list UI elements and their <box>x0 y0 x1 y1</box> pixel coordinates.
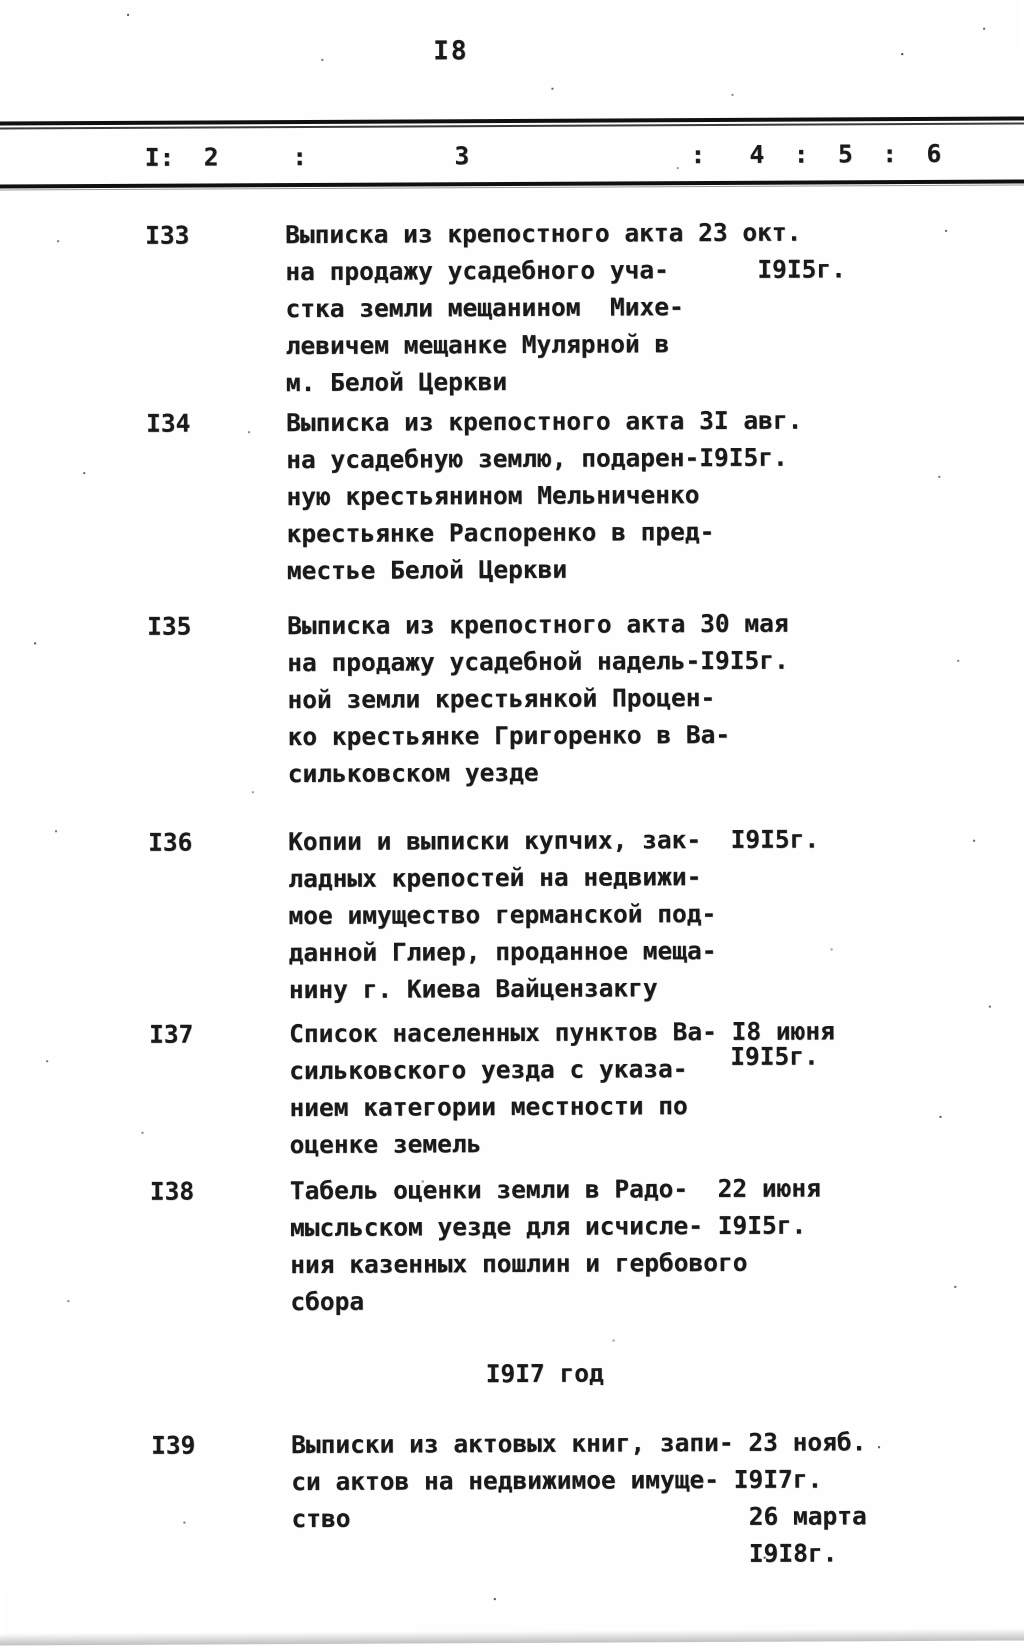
entry-description <box>288 820 1021 1009</box>
entry-description <box>285 213 1018 402</box>
column-header-row: I: 2 : 3 : 4 : 5 : 6 <box>144 138 942 172</box>
entry-description <box>289 1012 1022 1164</box>
entry-line: ную крестьянином Мельниченко <box>286 480 700 512</box>
entry-line: Выписки из актовых книг, запи- 23 нояб. <box>290 1427 867 1460</box>
register-entry <box>145 213 1017 398</box>
entry-line: Выписка из крепостного акта 30 мая <box>286 608 789 641</box>
entry-line: Табель оценки земли в Радо- 22 июня <box>289 1173 821 1206</box>
entry-description <box>291 1423 1024 1575</box>
entry-line: ство 26 марта <box>291 1501 867 1534</box>
entry-line: местье Белой Церкви <box>286 554 568 586</box>
entry-line: Копии и выписки купчих, зак- I9I5г. <box>288 824 820 857</box>
entry-number: I33 <box>145 220 190 250</box>
entry-line: ко крестьянке Григоренко в Ва- <box>287 719 731 752</box>
scan-bottom-edge <box>0 1628 1024 1645</box>
entry-line: данной Глиер, проданное меща- <box>288 936 717 968</box>
entry-line: нину г. Киева Вайцензакгу <box>288 973 658 1005</box>
entry-line: мое имущество германской под- <box>288 899 717 931</box>
year-section-heading: I9I7 год <box>485 1358 604 1389</box>
entry-line: Список населенных пунктов Ва- I8 июня <box>288 1016 835 1049</box>
entry-line: Выписка из крепостного акта 3I авг. <box>285 405 803 438</box>
entry-line: на продажу усадебного уча- I9I5г. <box>285 254 846 287</box>
register-entry <box>145 401 1018 586</box>
entry-number: I38 <box>149 1176 195 1206</box>
register-entry <box>148 820 1020 1005</box>
entry-line: ния казенных пошлин и гербового <box>290 1247 748 1280</box>
entry-number: I35 <box>146 611 192 641</box>
entry-number: I34 <box>145 408 191 438</box>
floating-date: I9I5г. <box>730 1041 819 1071</box>
register-entry <box>148 1012 1021 1160</box>
entry-line: си актов на недвижимое имуще- I9I7г. <box>291 1464 823 1497</box>
entry-number: I39 <box>150 1430 196 1460</box>
entry-line: крестьянке Распоренко в пред- <box>286 517 715 549</box>
entry-number: I37 <box>148 1019 194 1049</box>
table-top-rule <box>0 116 1024 125</box>
entry-line: м. Белой Церкви <box>285 367 508 398</box>
entry-line: Выписка из крепостного акта 23 окт. <box>285 217 802 250</box>
entry-line: нием категории местности по <box>289 1091 688 1123</box>
entry-description <box>287 604 1020 793</box>
page-number: I8 <box>433 36 469 67</box>
entry-line: сильковском уезде <box>287 757 539 789</box>
entry-line: I9I8г. <box>291 1538 838 1571</box>
entry-number: I36 <box>148 827 193 857</box>
entry-line: на продажу усадебной надель-I9I5г. <box>287 645 789 678</box>
entry-line: ной земли крестьянкой Процен- <box>287 683 716 715</box>
entry-line: левичем мещанке Мулярной в <box>285 329 670 361</box>
entry-line: на усадебную землю, подарен-I9I5г. <box>286 442 788 475</box>
entry-line: мысльском уезде для исчисле- I9I5г. <box>289 1210 807 1243</box>
entry-line: ладных крепостей на недвижи- <box>288 862 702 894</box>
entry-line: сильковского уезда с указа- <box>289 1054 688 1086</box>
register-entry <box>149 1169 1022 1317</box>
entry-line: сбора <box>290 1286 365 1317</box>
table-header-bottom-rule <box>0 179 1024 188</box>
entry-description <box>286 401 1019 590</box>
entry-line: стка земли мещанином Михе- <box>285 292 684 324</box>
entry-line: оценке земель <box>289 1129 482 1160</box>
entry-description <box>290 1169 1023 1321</box>
register-entry <box>150 1423 1023 1571</box>
register-entry <box>146 604 1019 789</box>
